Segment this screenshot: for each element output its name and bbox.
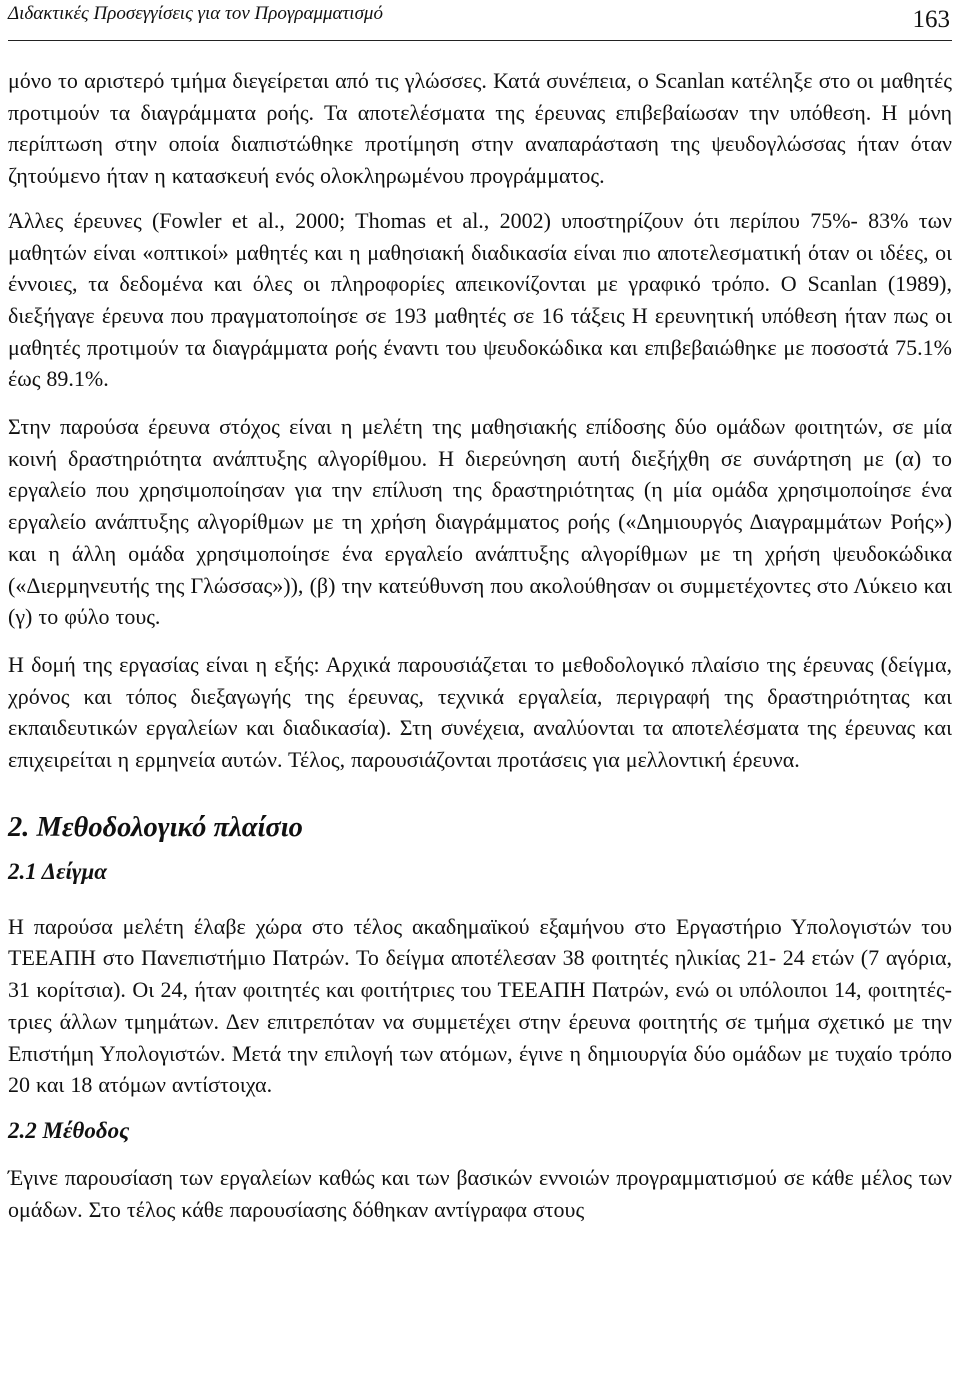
paragraph-other-research: Άλλες έρευνες (Fowler et al., 2000; Thomas et al., 2002) υποστηρίζουν ότι περίπου 75%- 83% των μαθητών είναι «οπτικοί» μαθητές και η μαθησιακή διαδικασία είναι πιο αποτελεσματική όταν οι ιδέες, οι έννοιες, τα δεδομένα και όλες οι πληροφορίες απεικονίζονται με γραφικό τρόπο. Ο Scanlan (1989), διεξήγαγε έρευνα που πραγματοποίησε σε 193 μαθητές σε 16 τάξεις Η ερευνητική υπόθεση ήταν πως οι μαθητές προτιμούν τα διαγράμματα ροής έναντι του ψευδοκώδικα και επιβεβαιώθηκε με ποσοστά 75.1% έως 89.1%.: [8, 207, 952, 392]
paragraph-method: Έγινε παρουσίαση των εργαλείων καθώς και των βασικών εννοιών προγραμματισμού σε κάθε μέλος των ομάδων. Στο τέλος κάθε παρουσίασης δόθηκαν αντίγραφα στους: [8, 1164, 952, 1222]
subsection-heading-sample: 2.1 Δείγμα: [8, 858, 107, 884]
paragraph-paper-structure: Η δομή της εργασίας είναι η εξής: Αρχικά παρουσιάζεται το μεθοδολογικό πλαίσιο της έρευνας (δείγμα, χρόνος και τόπος διεξαγωγής της έρευνας, τεχνικά εργαλεία, περιγραφή της δραστηριότητας και εκπαιδευτικών εργαλείων και διαδικασία). Στη συνέχεια, αναλύονται τα αποτελέσματα της έρευνας και επιχειρείται η ερμηνεία αυτών. Τέλος, παρουσιάζονται προτάσεις για μελλοντική έρευνα.: [8, 651, 952, 773]
running-header-title: Διδακτικές Προσεγγίσεις για τον Προγραμματισμό: [8, 3, 383, 24]
document-page: [8, 0, 952, 1225]
page-number: 163: [912, 6, 950, 33]
paragraph-sample: Η παρούσα μελέτη έλαβε χώρα στο τέλος ακαδημαϊκού εξαμήνου στο Εργαστήριο Υπολογιστών του ΤΕΕΑΠΗ στο Πανεπιστήμιο Πατρών. Το δείγμα αποτέλεσαν 38 φοιτητές ηλικίας 21- 24 ετών (7 αγόρια, 31 κορίτσια). Οι 24, ήταν φοιτητές και φοιτήτριες του ΤΕΕΑΠΗ Πατρών, ενώ οι υπόλοιποι 14, φοιτητές- τριες άλλων τμημάτων. Δεν επιτρεπόταν να συμμετέχει στην έρευνα φοιτητής σε τμήμα σχετικό με την Επιστήμη Υπολογιστών. Μετά την επιλογή των ατόμων, έγινε η δημιουργία δύο ομάδων με τυχαίο τρόπο 20 και 18 ατόμων αντίστοιχα.: [8, 913, 952, 1098]
paragraph-continuation: μόνο το αριστερό τμήμα διεγείρεται από τις γλώσσες. Κατά συνέπεια, ο Scanlan κατέληξε στο οι μαθητές προτιμούν τα διαγράμματα ροής. Τα αποτελέσματα της έρευνας επιβεβαίωσαν την υπόθεση. Η μόνη περίπτωση στην οποία διαπιστώθηκε προτίμηση στην αναπαράσταση της ψευδογλώσσας ήταν όταν ζητούμενο ήταν η κατασκευή ενός ολοκληρωμένου προγράμματος.: [8, 68, 952, 189]
running-header: [8, 0, 952, 41]
subsection-heading-method: 2.2 Μέθοδος: [8, 1117, 130, 1143]
page-body: [8, 41, 952, 1225]
paragraph-research-goal: Στην παρούσα έρευνα στόχος είναι η μελέτη της μαθησιακής επίδοσης δύο ομάδων φοιτητών, σε μία κοινή δραστηριότητα ανάπτυξης αλγορίθμου. Η διερεύνηση αυτή διεξήχθη σε συνάρτηση με (α) το εργαλείο που χρησιμοποίησαν για την επίλυση της δραστηριότητας (η μία ομάδα χρησιμοποίησε ένα εργαλείο ανάπτυξης αλγορίθμων με τη χρήση διαγράμματος ροής («Δημιουργός Διαγραμμάτων Ροής») και η άλλη ομάδα χρησιμοποίησε ένα εργαλείο ανάπτυξης αλγορίθμων με τη χρήση ψευδοκώδικα («Διερμηνευτής της Γλώσσας»)), (β) την κατεύθυνση που ακολούθησαν οι συμμετέχοντες στο Λύκειο και (γ) το φύλο τους.: [8, 414, 952, 630]
section-heading-methodology: 2. Μεθοδολογικό πλαίσιο: [8, 811, 303, 843]
